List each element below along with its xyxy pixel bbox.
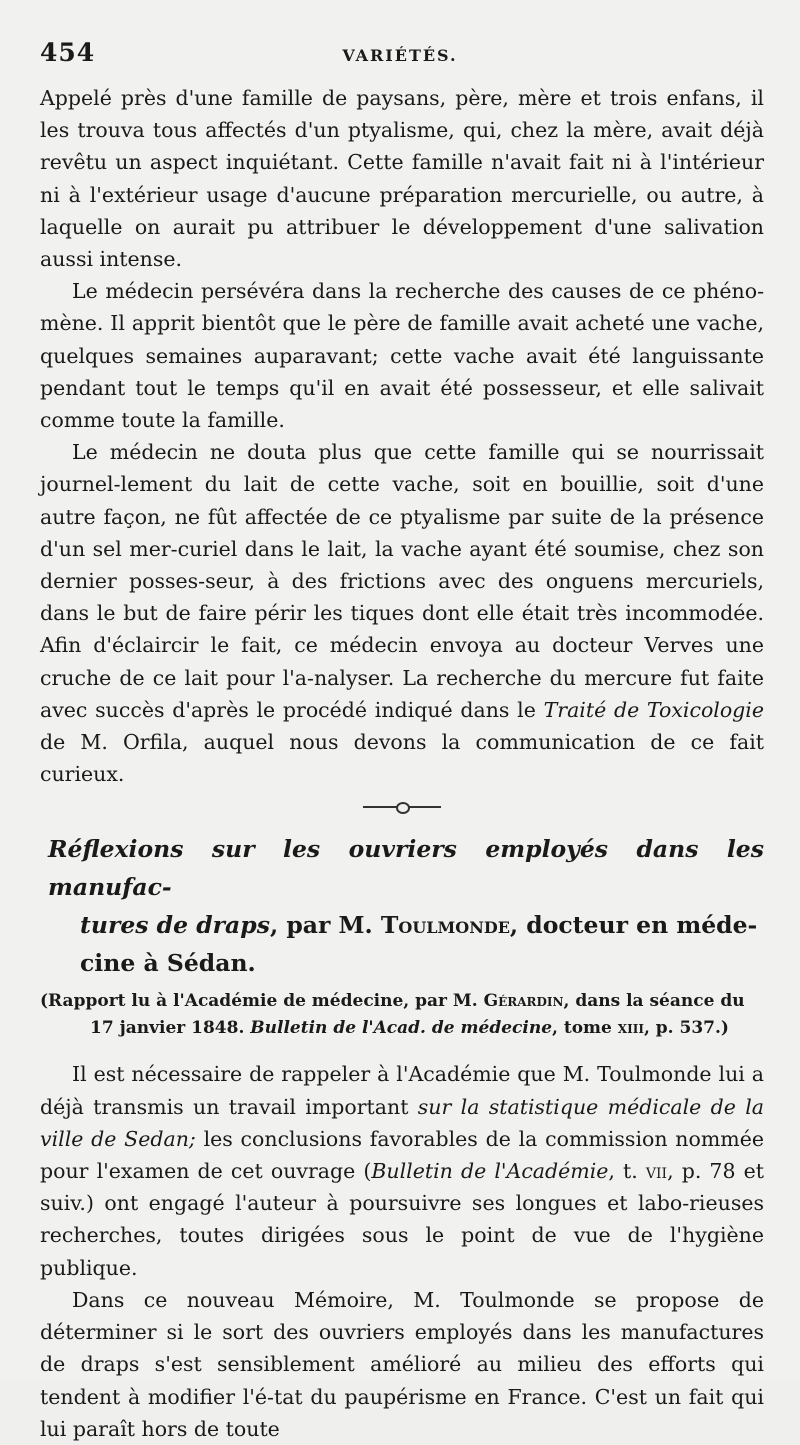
paragraph-4-text-c: , t. [608, 1159, 646, 1184]
paragraph-4-tome: vii [645, 1159, 668, 1184]
article-title-by: , par M. [269, 911, 381, 940]
paragraph-3-italic: Traité de Toxicologie [543, 697, 764, 722]
article-title [40, 830, 764, 982]
section-separator [40, 790, 764, 824]
article-title-line-3: cine à Sédan. [80, 949, 256, 978]
article-title-affiliation: , docteur en méde- [509, 911, 758, 940]
paragraph-4-text-a: Il est nécessaire de rappeler à l'Académie que M. Toulmonde lui a déjà transmis un travail important [40, 1062, 764, 1119]
running-head: VARIÉTÉS. [342, 46, 458, 65]
source-journal: Bulletin de l'Acad. de médecine [250, 1018, 553, 1039]
article-source [40, 988, 764, 1042]
source-tome: xiii [617, 1018, 644, 1039]
paragraph-1: Appelé près d'une famille de paysans, père, mère et trois enfans, il les trouva tous affectés d'un ptyalisme, qui, chez la mère, avait déjà revêtu un aspect inquiétant. Cette famille n'avait fait ni à l'intérieur ni à l'extérieur usage d'aucune préparation mercurielle, ou autre, à laquelle on aurait pu attribuer le développement d'une salivation aussi intense. [40, 86, 764, 272]
paragraph-4-text-d: , p. 78 et suiv.) ont engagé l'auteur à poursuivre ses longues et labo-rieuses recherches, toutes dirigées sous le point de vue de l'hygiène publique. [40, 1159, 764, 1280]
paragraph-4-italic: sur la statistique médicale de la ville de Sedan; [40, 1094, 765, 1151]
article-title-line-1: Réflexions sur les ouvriers employés dans les manufac- [48, 835, 764, 902]
source-author: Gérardin [483, 991, 564, 1012]
paragraph-5: Dans ce nouveau Mémoire, M. Toulmonde se propose de déterminer si le sort des ouvriers employés dans les manufactures de draps s'est sensiblement amélioré au milieu des efforts qui tendent à modifier l'é-tat du paupérisme en France. C'est un fait qui lui paraît hors de toute [40, 1287, 764, 1441]
page-number: 454 [40, 38, 96, 67]
article-heading [40, 830, 764, 1042]
source-date: 17 janvier 1848. [90, 1018, 251, 1039]
page-body [40, 82, 764, 1445]
paragraph-2: Le médecin persévéra dans la recherche des causes de ce phéno-mène. Il apprit bientôt que le père de famille avait acheté une vache, quelques semaines auparavant; cette vache avait été languissante pendant tout le temps qu'il en avait été possesseur, et elle salivait comme toute la famille. [40, 279, 764, 433]
source-line-2 [40, 1015, 764, 1042]
article-author: Toulmonde [380, 911, 510, 940]
article-title-line-2 [48, 906, 764, 944]
paragraph-4-italic-2: Bulletin de l'Académie [371, 1159, 609, 1184]
paragraph-3 [40, 436, 764, 790]
source-text-b: , dans la séance du [563, 991, 745, 1012]
paragraph-3-text-b: de M. Orfila, auquel nous devons la communication de ce fait curieux. [40, 730, 764, 787]
source-text-d: , tome [552, 1018, 618, 1039]
article-title-italic-end: tures de draps [80, 911, 270, 940]
source-text-e: , p. 537.) [643, 1018, 729, 1039]
paragraph-3-text-a: Le médecin ne douta plus que cette famille qui se nourrissait journel-lement du lait de cette vache, soit en bouillie, soit d'une autre façon, ne fût affectée de ce ptyalisme par suite de la présence d'un sel mer-curiel dans le lait, la vache ayant été soumise, chez son dernier posses-seur, à des frictions avec des onguens mercuriels, dans le but de faire périr les tiques dont elle était très incommodée. Afin d'éclaircir le fait, ce médecin envoya au docteur Verves une cruche de ce lait pour l'a-nalyser. La recherche du mercure fut faite avec succès d'après le procédé indiqué dans le [40, 440, 764, 722]
source-text-a: (Rapport lu à l'Académie de médecine, par M. [40, 991, 484, 1012]
paragraph-4 [40, 1058, 764, 1283]
page-header [40, 38, 760, 74]
paragraph-4-text-b: les conclusions favorables de la commission nommée pour l'examen de cet ouvrage ( [40, 1126, 764, 1184]
